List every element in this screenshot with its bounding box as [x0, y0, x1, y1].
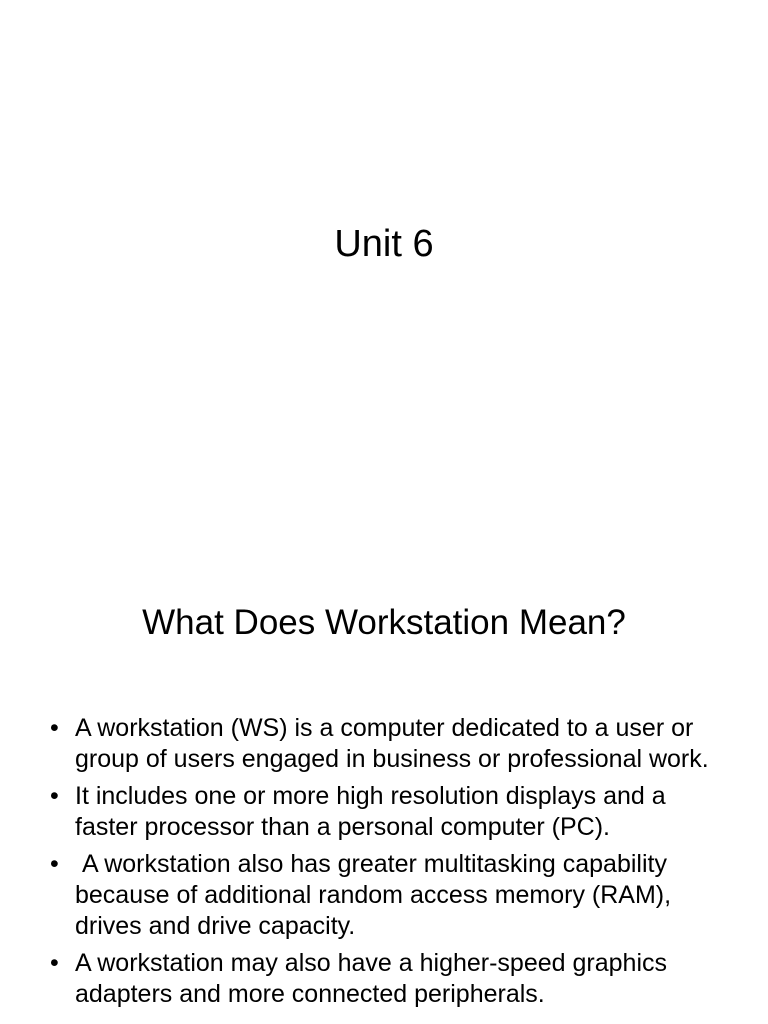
- bullet-icon: •: [50, 782, 59, 810]
- bullet-text: It includes one or more high resolution displays and a faster processor than a personal computer (PC).: [75, 782, 666, 841]
- bullet-text: A workstation may also have a higher-speed graphics adapters and more connected peripherals.: [75, 949, 667, 1008]
- slide-heading: What Does Workstation Mean?: [142, 603, 626, 642]
- bullet-list: [48, 713, 728, 1016]
- bullet-icon: •: [50, 850, 59, 878]
- bullet-text: A workstation (WS) is a computer dedicated to a user or group of users engaged in business or professional work.: [75, 714, 709, 773]
- bullet-icon: •: [50, 949, 59, 977]
- list-item: [48, 713, 728, 775]
- bullet-text: A workstation also has greater multitasking capability because of additional random access memory (RAM), drives and drive capacity.: [75, 850, 679, 940]
- slide-definition: [0, 576, 768, 1024]
- list-item: [48, 849, 728, 942]
- list-item: [48, 781, 728, 843]
- list-item: [48, 948, 728, 1010]
- unit-title: Unit 6: [334, 223, 434, 265]
- bullet-icon: •: [50, 714, 59, 742]
